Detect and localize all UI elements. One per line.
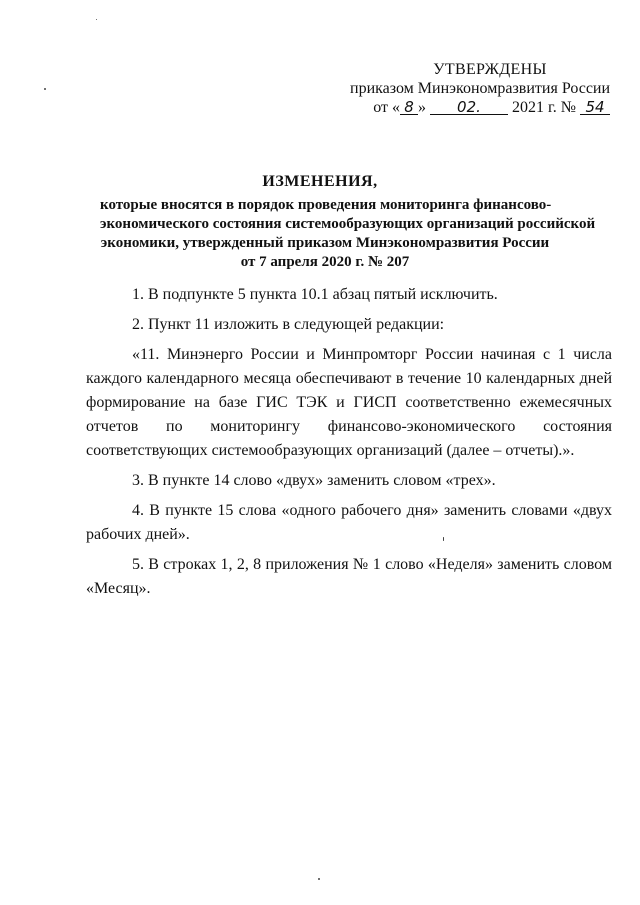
year-text: 2021 г. № bbox=[511, 99, 576, 116]
date-prefix: от « bbox=[373, 99, 400, 116]
item-2-paragraph: 2. Пункт 11 изложить в следующей редакции: bbox=[132, 316, 445, 333]
approval-date-line bbox=[350, 98, 610, 117]
scan-speck bbox=[443, 537, 444, 541]
item-1-paragraph: 1. В подпункте 5 пункта 10.1 абзац пятый исключить. bbox=[132, 286, 498, 303]
document-subtitle bbox=[100, 196, 596, 272]
date-mid: » bbox=[417, 99, 426, 116]
subtitle-line: экономики, утвержденный приказом Минэкономразвития России bbox=[100, 235, 550, 251]
approval-title: УТВЕРЖДЕНЫ bbox=[433, 61, 547, 78]
subtitle-line: экономического состояния системообразующих организаций российской bbox=[100, 216, 596, 232]
item-3-paragraph: 3. В пункте 14 слово «двух» заменить словом «трех». bbox=[132, 472, 496, 489]
document-body bbox=[86, 283, 612, 607]
item-4-paragraph: 4. В пункте 15 слова «одного рабочего дня» заменить словами «двух рабочих дней». bbox=[86, 502, 612, 543]
document-title: ИЗМЕНЕНИЯ, bbox=[262, 173, 378, 190]
handwritten-month: 02. bbox=[430, 100, 508, 115]
scan-speck bbox=[318, 878, 320, 880]
scan-speck bbox=[96, 19, 97, 20]
scan-speck bbox=[44, 88, 46, 90]
subtitle-line: от 7 апреля 2020 г. № 207 bbox=[240, 254, 410, 270]
approval-order-line: приказом Минэкономразвития России bbox=[350, 80, 611, 97]
approval-stamp bbox=[350, 60, 610, 117]
quoted-item-11-paragraph: «11. Минэнерго России и Минпромторг России начиная с 1 числа каждого календарного месяца обеспечивают в течение 10 календарных дней формирование на базе ГИС ТЭК и ГИСП соответственно ежемесячных отчетов по мониторингу финансово-экономического состояния соответствующих системообразующих организаций (далее – отчеты).». bbox=[86, 346, 612, 459]
handwritten-order-number: 54 bbox=[580, 100, 610, 115]
handwritten-day: 8 bbox=[400, 100, 418, 115]
item-5-paragraph: 5. В строках 1, 2, 8 приложения № 1 слово «Неделя» заменить словом «Месяц». bbox=[86, 556, 612, 597]
subtitle-line: которые вносятся в порядок проведения мониторинга финансово- bbox=[100, 197, 552, 213]
